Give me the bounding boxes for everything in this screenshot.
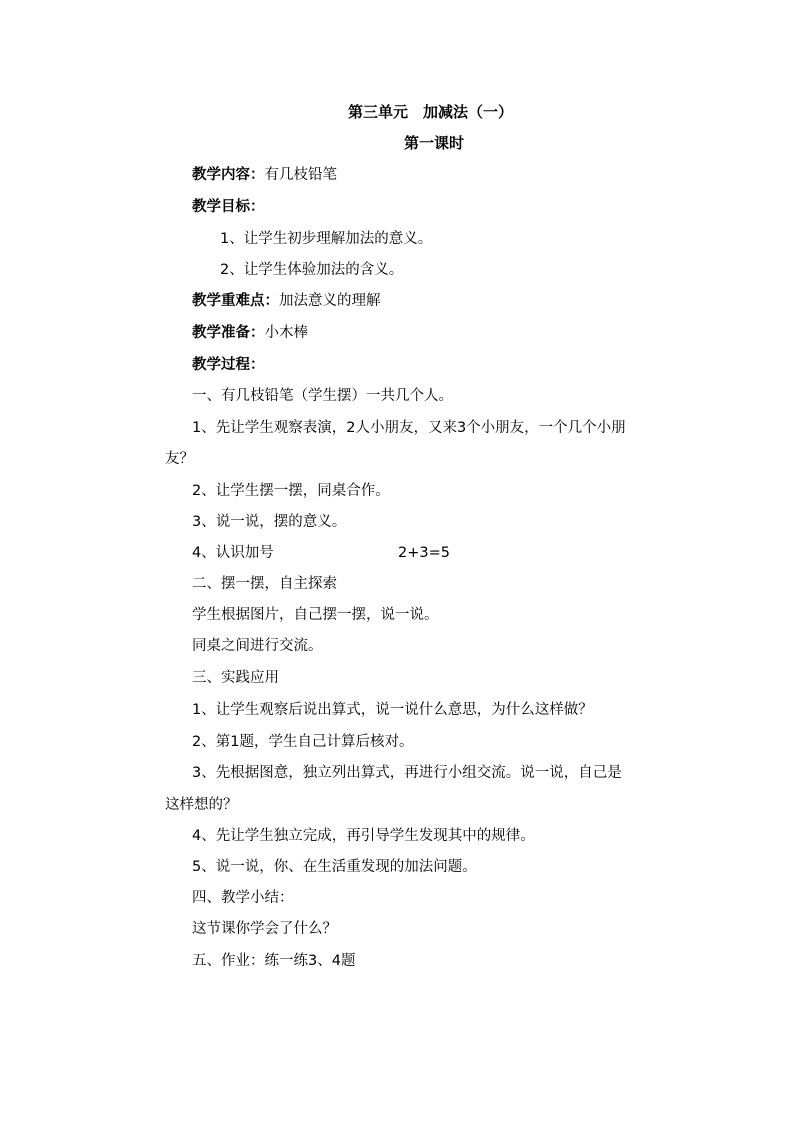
document-title: 第三单元 加减法（一） <box>348 103 514 121</box>
section1-item1-line2: 友？ <box>165 451 194 467</box>
preparation-value: 小木棒 <box>264 325 308 341</box>
lesson-subtitle: 第一课时 <box>404 134 465 152</box>
section3-item2: 2、第1题，学生自己计算后核对。 <box>192 734 414 750</box>
content-line <box>192 165 337 185</box>
section1-heading: 一、有几枝铅笔（学生摆）一共几个人。 <box>192 388 453 404</box>
key-points-value: 加法意义的理解 <box>279 293 381 309</box>
section5-heading: 五、作业：练一练3、4题 <box>192 953 356 969</box>
preparation-line <box>192 323 308 343</box>
section3-item5: 5、说一说，你、在生活重发现的加法问题。 <box>192 859 477 875</box>
key-points-line <box>192 291 381 311</box>
objective-item: 1、让学生初步理解加法的意义。 <box>220 231 433 247</box>
section3-heading: 三、实践应用 <box>192 670 279 686</box>
section1-item4 <box>192 543 450 563</box>
section2-line2: 同桌之间进行交流。 <box>192 638 323 654</box>
process-label: 教学过程： <box>192 357 265 373</box>
section4-line1: 这节课你学会了什么？ <box>192 921 337 937</box>
content-value: 有几枝铅笔 <box>264 167 337 183</box>
section3-item3-line1: 3、先根据图意，独立列出算式，再进行小组交流。说一说，自己是 <box>192 765 622 781</box>
key-points-label: 教学重难点： <box>192 293 279 309</box>
section1-item3: 3、说一说，摆的意义。 <box>192 514 347 530</box>
item4-text: 4、认识加号 <box>192 545 274 561</box>
section4-heading: 四、教学小结： <box>192 890 294 906</box>
objective-item: 2、让学生体验加法的含义。 <box>220 262 404 278</box>
content-label: 教学内容： <box>192 167 265 183</box>
section2-line1: 学生根据图片，自己摆一摆，说一说。 <box>192 607 439 623</box>
preparation-label: 教学准备： <box>192 325 265 341</box>
section3-item1: 1、让学生观察后说出算式，说一说什么意思，为什么这样做？ <box>192 702 593 718</box>
objectives-label: 教学目标： <box>192 199 265 215</box>
section1-item1-line1: 1、先让学生观察表演，2人小朋友，又来3个小朋友，一个几个小朋 <box>192 420 626 436</box>
addition-equation: 2+3=5 <box>398 545 450 561</box>
section1-item2: 2、让学生摆一摆，同桌合作。 <box>192 483 390 499</box>
section3-item4: 4、先让学生独立完成，再引导学生发现其中的规律。 <box>192 828 535 844</box>
section2-heading: 二、摆一摆，自主探索 <box>192 576 337 592</box>
section3-item3-line2: 这样想的？ <box>165 797 238 813</box>
